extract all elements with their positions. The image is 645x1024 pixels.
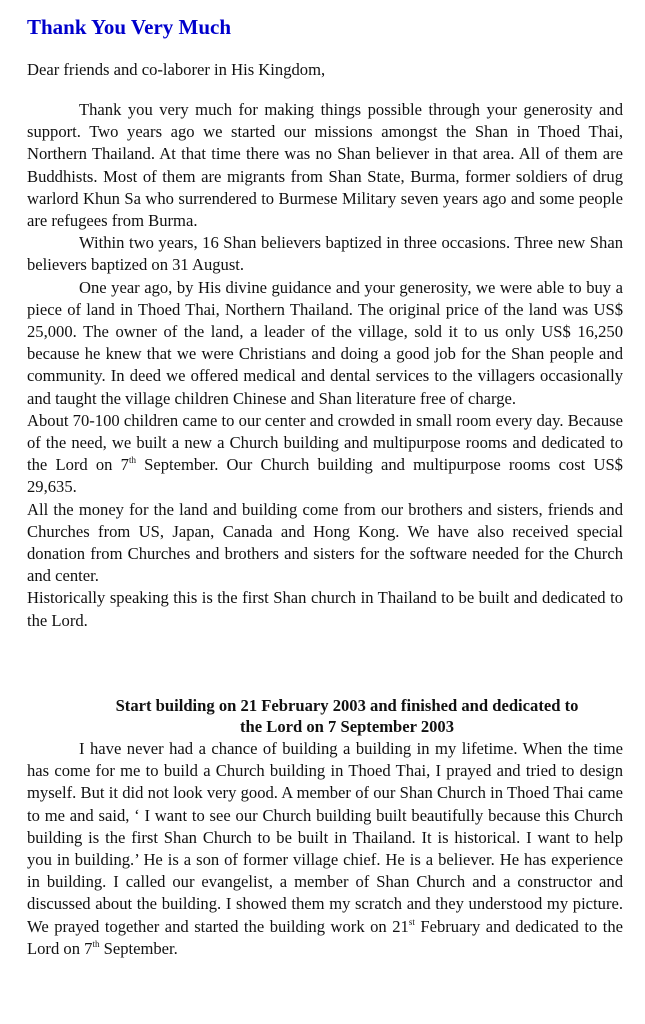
heading-line-1: Start building on 21 February 2003 and finished and dedicated to xyxy=(115,696,579,715)
paragraph-donations: All the money for the land and building come from our brothers and sisters, friends and Churches from US, Japan, Canada and Hong Kong. We have also received special donation from Churches and brothers and sisters for the software needed for the Church and center. xyxy=(27,499,623,586)
text-segment: September. Our Church building and multipurpose rooms cost US$ 29,635. xyxy=(27,455,623,497)
letter-body-section-2 xyxy=(27,738,623,960)
greeting: Dear friends and co-laborer in His Kingdom, xyxy=(27,60,326,79)
text-segment: September. xyxy=(99,938,178,958)
paragraph-children-building xyxy=(27,410,623,499)
text-segment: I have never had a chance of building a building in my lifetime. When the time has come for me to build a Church building in Thoed Thai, I prayed and tried to design myself. But it did not look very good. A member of our Shan Church in Thoed Thai came to me and said, ‘ I want to see our Church building built beautifully because this Church building is the first Shan Church to be built in Thailand. It is historical. I want to help you in building.’ He is a son of former village chief. He is a believer. He has experience in building. I called our evangelist, a member of Shan Church and a constructor and discussed about the building. I showed them my scratch and they understood my picture. We prayed together and started the building work on 21 xyxy=(27,739,623,936)
paragraph-thanks: Thank you very much for making things possible through your generosity and support. Two years ago we started our missions amongst the Shan in Thoed Thai, Northern Thailand. At that time there was no Shan believer in that area. All of them are Buddhists. Most of them are migrants from Shan State, Burma, former soldiers of drug warlord Khun Sa who surrendered to Burmese Military seven years ago and some people are refugees from Burma. xyxy=(27,100,623,231)
ordinal-suffix: st xyxy=(408,916,415,927)
text-segment: About 70-100 children came to our center and crowded in small room every day. Because of the need, we built a new a Church building and multipurpose rooms and dedicated to the Lord on 7 xyxy=(27,410,623,475)
paragraph-baptisms: Within two years, 16 Shan believers baptized in three occasions. Three new Shan believers baptized on 31 August. xyxy=(27,233,623,275)
section-heading xyxy=(27,695,645,737)
heading-line-2: the Lord on 7 September 2003 xyxy=(239,717,455,736)
ordinal-suffix: th xyxy=(128,455,136,466)
letter-body-section-1 xyxy=(27,99,623,632)
text-segment: February and dedicated to the Lord on 7 xyxy=(27,916,623,958)
paragraph-history: Historically speaking this is the first Shan church in Thailand to be built and dedicated to the Lord. xyxy=(27,588,623,630)
paragraph-land-purchase: One year ago, by His divine guidance and your generosity, we were able to buy a piece of land in Thoed Thai, Northern Thailand. The original price of the land was US$ 25,000. The owner of the land, a leader of the village, sold it to us only US$ 16,250 because he knew that we were Christians and doing a good job for the Shan people and community. In deed we offered medical and dental services to the villagers occasionally and taught the village children Chinese and Shan literature free of charge. xyxy=(27,277,623,408)
paragraph-building-story xyxy=(27,738,623,960)
ordinal-suffix: th xyxy=(92,938,100,949)
page-title: Thank You Very Much xyxy=(27,15,232,39)
